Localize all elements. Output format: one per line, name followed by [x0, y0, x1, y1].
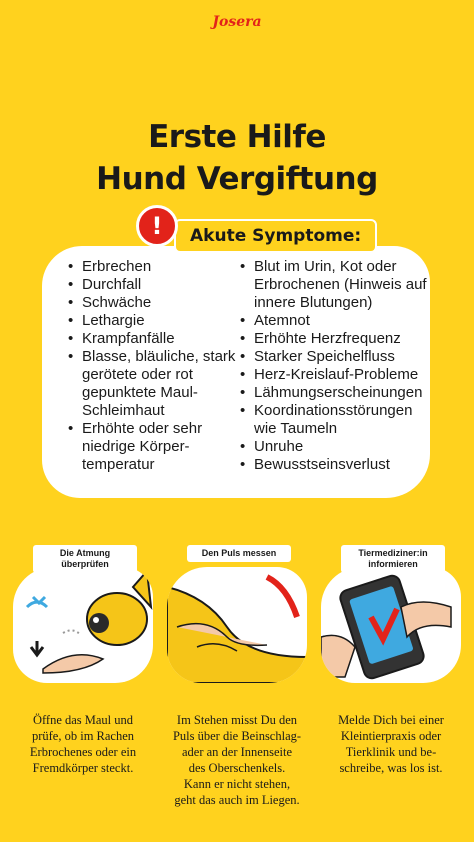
symptom-list-left	[66, 258, 236, 474]
list-item: • Blasse, bläuliche, stark gerötete oder rot gepunktete Maul-Schleimhaut	[66, 348, 236, 420]
step-description: Melde Dich bei einer Kleintierpraxis oder Tierklinik und be- schreibe, was los ist.	[338, 713, 444, 775]
list-item: • Lethargie	[66, 312, 236, 330]
list-item: • Bewusstseinsverlust	[238, 456, 428, 474]
step-description: Im Stehen misst Du den Puls über die Beinschlag- ader an der Innenseite des Oberschenkels. Kann er nicht stehen, geht das auch im Liegen.	[172, 713, 302, 807]
dog-breathing-icon	[13, 567, 153, 683]
exclamation-icon: !	[136, 205, 178, 247]
title-line-2: Hund Vergiftung	[96, 161, 378, 197]
list-item: • Blut im Urin, Kot oder Erbrochenen (Hinweis auf innere Blutungen)	[238, 258, 428, 312]
step-description: Öffne das Maul und prüfe, ob im Rachen Erbrochenes oder ein Fremdkörper steckt.	[29, 713, 137, 775]
step-label: Tiermediziner:in informieren	[341, 545, 445, 573]
list-item: • Lähmungserscheinungen	[238, 384, 428, 402]
list-item: • Koordinationsstörungen wie Taumeln	[238, 402, 428, 438]
title-line-1: Erste Hilfe	[148, 119, 326, 155]
step-breathing	[13, 545, 153, 683]
list-item: • Schwäche	[66, 294, 236, 312]
list-item: • Durchfall	[66, 276, 236, 294]
step-pulse	[167, 545, 307, 683]
step-label: Die Atmung überprüfen	[33, 545, 137, 573]
list-item: • Starker Speichelfluss	[238, 348, 428, 366]
brand-logo: Josera	[212, 14, 262, 30]
list-item: • Erhöhte Herzfrequenz	[238, 330, 428, 348]
page-title	[0, 116, 474, 200]
step-label: Den Puls messen	[187, 545, 291, 562]
symptom-list-right	[238, 258, 428, 474]
list-item: • Erbrechen	[66, 258, 236, 276]
symptoms-heading-badge	[174, 219, 377, 253]
phone-call-icon	[321, 567, 461, 683]
list-item: • Atemnot	[238, 312, 428, 330]
list-item: • Herz-Kreislauf-Probleme	[238, 366, 428, 384]
list-item: • Krampfanfälle	[66, 330, 236, 348]
step-vet	[321, 545, 461, 683]
list-item: • Erhöhte oder sehr niedrige Körper-temperatur	[66, 420, 236, 474]
symptoms-heading: Akute Symptome:	[190, 226, 362, 246]
list-item: • Unruhe	[238, 438, 428, 456]
pulse-check-icon	[167, 567, 307, 683]
